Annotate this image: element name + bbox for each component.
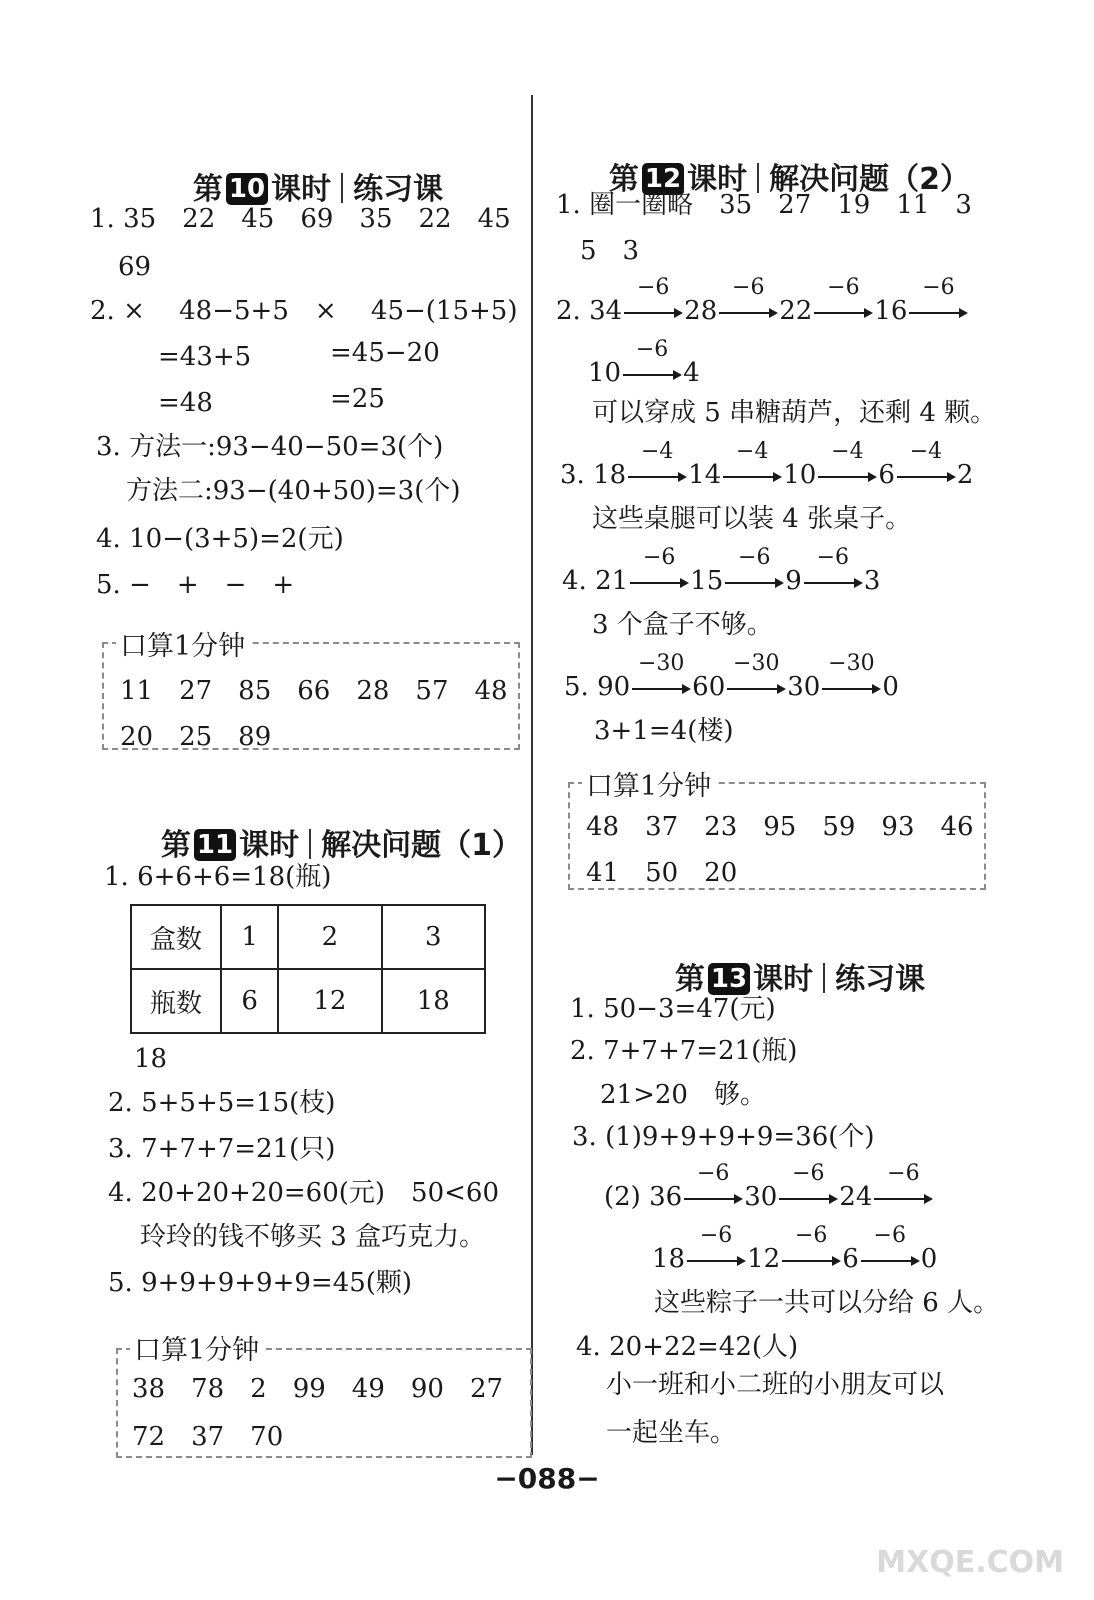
- heading-separator: [757, 163, 759, 193]
- arrow-icon: [682, 1161, 744, 1211]
- table-cell: 1: [221, 905, 278, 969]
- answer-line: 4. 10−(3+5)=2(元): [96, 524, 344, 554]
- arrow-label: −30: [733, 651, 780, 676]
- answer-line: 玲玲的钱不够买 3 盒巧克力。: [140, 1222, 486, 1252]
- answer-line: 3 个盒子不够。: [592, 610, 773, 640]
- answer-line: 这些桌腿可以装 4 张桌子。: [592, 504, 912, 534]
- chain-number: 6: [842, 1244, 859, 1274]
- answer-line: 5 3: [580, 236, 640, 266]
- chain-number: 24: [839, 1182, 873, 1212]
- question-label: (2): [604, 1182, 650, 1212]
- heading-prefix: 第: [192, 172, 223, 207]
- heading-title: 练习课: [353, 172, 444, 207]
- table-cell: 2: [278, 905, 381, 969]
- answer-line: =48: [158, 388, 213, 418]
- chain-number: 18: [652, 1244, 686, 1274]
- heading-separator: [309, 829, 311, 859]
- arrow-label: −4: [831, 439, 864, 464]
- answer-line: 2. × 48−5+5 × 45−(15+5): [90, 296, 518, 326]
- answer-line: 21>20 够。: [600, 1080, 766, 1110]
- arrow-icon: [895, 439, 957, 489]
- heading-suffix: 课时: [239, 828, 300, 863]
- heading-title: 解决问题（2）: [769, 162, 970, 197]
- answer-line: 5. 9+9+9+9+9=45(颗): [108, 1268, 413, 1298]
- chain-number: 0: [882, 672, 899, 702]
- answer-line: 18: [134, 1044, 168, 1074]
- arrow-label: −30: [828, 651, 875, 676]
- table-cell: 6: [221, 969, 278, 1033]
- question-label: 3.: [560, 460, 594, 490]
- table-row: [131, 969, 485, 1033]
- subtraction-chain: [652, 1223, 938, 1274]
- answer-line: 3+1=4(楼): [594, 716, 734, 746]
- answer-line: 小一班和小二班的小朋友可以: [606, 1370, 945, 1400]
- heading-prefix: 第: [608, 162, 639, 197]
- arrow-label: −4: [736, 439, 769, 464]
- question-label: 4.: [562, 566, 596, 596]
- table-cell: 盒数: [131, 905, 221, 969]
- oral-calc-title: 口算1分钟: [582, 772, 715, 802]
- arrow-label: −6: [699, 1223, 733, 1248]
- page-number: −088−: [494, 1462, 600, 1495]
- table-cell: 12: [278, 969, 381, 1033]
- chain-number: 36: [649, 1182, 683, 1212]
- answer-line: 可以穿成 5 串糖葫芦，还剩 4 颗。: [592, 398, 997, 428]
- chain-number: 10: [783, 460, 817, 490]
- oral-calc-answers: 48 37 23 95 59 93 46: [586, 812, 974, 842]
- arrow-icon: [725, 651, 787, 701]
- arrow-icon: [816, 439, 878, 489]
- arrow-label: −6: [816, 545, 850, 570]
- heading-separator: [341, 173, 343, 203]
- arrow-icon: [859, 1223, 921, 1273]
- answer-line: 2. 7+7+7=21(瓶): [570, 1036, 798, 1066]
- oral-calc-answers: 11 27 85 66 28 57 48: [120, 676, 508, 706]
- answer-line: 3. 方法一:93−40−50=3(个): [96, 432, 444, 462]
- subtraction-chain: [588, 337, 700, 388]
- heading-suffix: 课时: [687, 162, 748, 197]
- arrow-label: −6: [696, 1161, 730, 1186]
- table-cell: 18: [382, 969, 485, 1033]
- answer-line: 3. 7+7+7=21(只): [108, 1134, 336, 1164]
- answer-line: 1. 6+6+6=18(瓶): [104, 862, 332, 892]
- answer-line: 一起坐车。: [606, 1418, 737, 1448]
- box-bottle-table: [130, 904, 486, 1034]
- arrow-icon: [802, 545, 864, 595]
- chain-number: 34: [589, 296, 623, 326]
- answer-line: 方法二:93−(40+50)=3(个): [126, 476, 461, 506]
- answer-line: 这些粽子一共可以分给 6 人。: [654, 1288, 1000, 1318]
- arrow-label: −4: [640, 439, 674, 464]
- answer-line: 69: [118, 252, 152, 282]
- chain-number: 60: [692, 672, 726, 702]
- arrow-icon: [685, 1223, 747, 1273]
- chain-number: 15: [690, 566, 724, 596]
- oral-calc-answers: 20 25 89: [120, 722, 272, 752]
- chain-number: 9: [785, 566, 802, 596]
- heading-title: 练习课: [835, 962, 926, 997]
- chain-number: 2: [956, 460, 974, 490]
- chain-number: 3: [863, 566, 881, 596]
- chain-number: 10: [588, 358, 622, 388]
- lesson-number-badge: 10: [226, 173, 268, 205]
- arrow-label: −6: [794, 1223, 828, 1248]
- arrow-icon: [717, 275, 779, 325]
- chain-number: 0: [920, 1244, 938, 1274]
- oral-calc-title: 口算1分钟: [130, 1336, 263, 1366]
- oral-calc-answers: 38 78 2 99 49 90 27: [132, 1374, 504, 1404]
- subtraction-chain: [604, 1161, 934, 1212]
- answer-line: =43+5: [158, 342, 252, 372]
- lesson-number-badge: 11: [194, 829, 236, 861]
- arrow-icon: [622, 275, 684, 325]
- chain-number: 21: [595, 566, 629, 596]
- lesson-number-badge: 12: [642, 163, 684, 195]
- question-label: 2.: [556, 296, 590, 326]
- arrow-icon: [723, 545, 785, 595]
- arrow-label: −6: [738, 545, 771, 570]
- table-row: [131, 905, 485, 969]
- chain-number: 18: [593, 460, 627, 490]
- answer-line: 1. 圈一圈略 35 27 19 11 3: [556, 190, 972, 220]
- answer-line: 2. 5+5+5=15(枝): [108, 1088, 336, 1118]
- arrow-icon: [621, 337, 683, 387]
- arrow-icon: [630, 651, 692, 701]
- chain-number: 12: [747, 1244, 781, 1274]
- section-13-heading: [654, 920, 925, 1000]
- arrow-label: −6: [887, 1161, 920, 1186]
- subtraction-chain: [560, 439, 974, 490]
- column-divider: [531, 95, 533, 1455]
- subtraction-chain: [556, 275, 969, 326]
- table-cell: 瓶数: [131, 969, 221, 1033]
- oral-calc-answers: 72 37 70: [132, 1422, 284, 1452]
- arrow-label: −6: [636, 275, 670, 300]
- arrow-label: −4: [909, 439, 943, 464]
- answer-line: =25: [330, 384, 385, 414]
- answer-line: 3. (1)9+9+9+9=36(个): [572, 1122, 875, 1152]
- arrow-label: −6: [732, 275, 765, 300]
- arrow-icon: [820, 651, 882, 701]
- lesson-number-badge: 13: [708, 963, 750, 995]
- watermark: MXQE.COM: [876, 1545, 1064, 1580]
- chain-number: 14: [688, 460, 722, 490]
- section-10-heading: [172, 130, 443, 210]
- arrow-icon: [907, 275, 969, 325]
- section-11-heading: [140, 786, 522, 866]
- answer-line: 4. 20+20+20=60(元) 50<60: [108, 1178, 500, 1208]
- subtraction-chain: [564, 651, 899, 702]
- question-label: 5.: [564, 672, 598, 702]
- answer-line: 5. − + − +: [96, 570, 295, 600]
- arrow-label: −30: [637, 651, 685, 676]
- heading-prefix: 第: [160, 828, 191, 863]
- heading-prefix: 第: [674, 962, 705, 997]
- arrow-label: −6: [642, 545, 676, 570]
- heading-separator: [823, 963, 825, 993]
- arrow-icon: [780, 1223, 842, 1273]
- oral-calc-answers: 41 50 20: [586, 858, 738, 888]
- arrow-icon: [872, 1161, 934, 1211]
- answer-line: 1. 35 22 45 69 35 22 45: [90, 204, 511, 234]
- section-12-heading: [588, 120, 970, 200]
- chain-number: 90: [597, 672, 631, 702]
- answer-line: =45−20: [330, 338, 440, 368]
- answer-line: 4. 20+22=42(人): [576, 1332, 799, 1362]
- heading-suffix: 课时: [753, 962, 814, 997]
- arrow-label: −6: [792, 1161, 825, 1186]
- arrow-label: −6: [635, 337, 669, 362]
- arrow-icon: [812, 275, 874, 325]
- arrow-icon: [721, 439, 783, 489]
- chain-number: 28: [684, 296, 718, 326]
- arrow-label: −6: [827, 275, 860, 300]
- chain-number: 16: [874, 296, 908, 326]
- arrow-icon: [628, 545, 690, 595]
- arrow-label: −6: [922, 275, 955, 300]
- chain-number: 6: [878, 460, 895, 490]
- answer-line: 1. 50−3=47(元): [570, 994, 776, 1024]
- chain-number: 30: [744, 1182, 778, 1212]
- chain-number: 4: [683, 358, 700, 388]
- table-cell: 3: [382, 905, 485, 969]
- chain-number: 30: [787, 672, 821, 702]
- subtraction-chain: [562, 545, 881, 596]
- heading-title: 解决问题（1）: [321, 828, 522, 863]
- arrow-label: −6: [873, 1223, 906, 1248]
- arrow-icon: [777, 1161, 839, 1211]
- chain-number: 22: [779, 296, 813, 326]
- oral-calc-title: 口算1分钟: [116, 632, 249, 662]
- arrow-icon: [626, 439, 688, 489]
- heading-suffix: 课时: [271, 172, 332, 207]
